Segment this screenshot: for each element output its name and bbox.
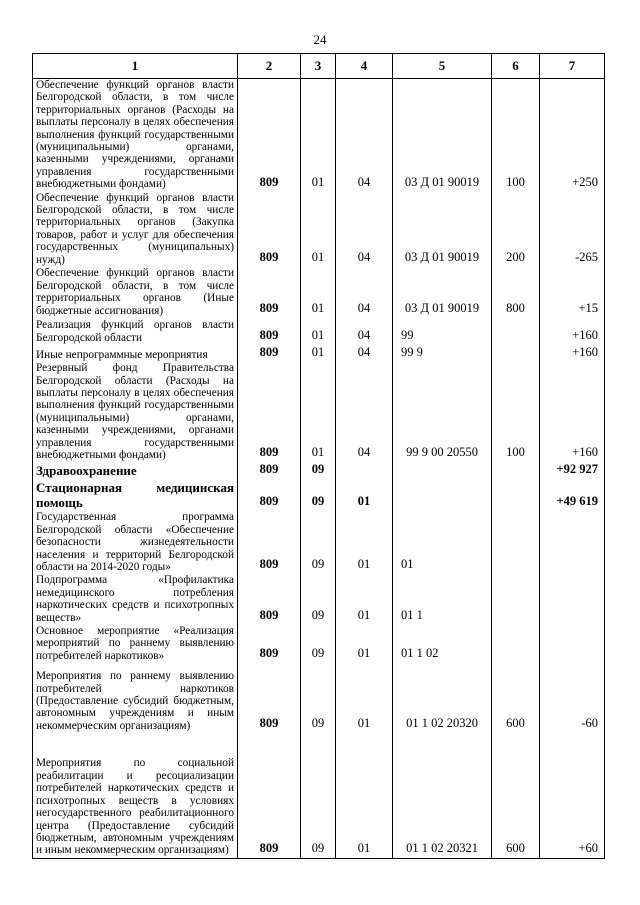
cell-ministry: 809: [238, 625, 301, 663]
cell-ministry: 809: [238, 574, 301, 625]
cell-subsection: 01: [336, 625, 393, 663]
table-row: [33, 192, 605, 267]
table-row: [33, 625, 605, 663]
cell-subsection: [336, 462, 393, 479]
table-row: [33, 663, 605, 733]
row-description: Подпрограмма «Профилактика немедицинского потребления наркотических средств и психотропных веществ»: [33, 574, 238, 625]
cell-section: 09: [301, 663, 336, 733]
cell-expense-type: 100: [492, 79, 540, 192]
cell-target: 99 9: [393, 345, 492, 362]
cell-ministry: 809: [238, 733, 301, 858]
cell-target: [393, 462, 492, 479]
cell-amount: [540, 511, 605, 574]
cell-section: 01: [301, 192, 336, 267]
table-row: [33, 479, 605, 511]
cell-subsection: 01: [336, 663, 393, 733]
budget-table: [32, 53, 605, 859]
page-number: 24: [313, 32, 327, 47]
cell-section: 09: [301, 479, 336, 511]
cell-expense-type: [492, 462, 540, 479]
cell-ministry: 809: [238, 318, 301, 345]
cell-amount: -60: [540, 663, 605, 733]
cell-ministry: 809: [238, 362, 301, 462]
col-header-4: 4: [336, 54, 393, 79]
cell-expense-type: [492, 625, 540, 663]
cell-ministry: 809: [238, 79, 301, 192]
cell-amount: +49 619: [540, 479, 605, 511]
cell-target: 03 Д 01 90019: [393, 79, 492, 192]
cell-subsection: 04: [336, 267, 393, 318]
cell-ministry: 809: [238, 663, 301, 733]
cell-ministry: 809: [238, 479, 301, 511]
cell-ministry: 809: [238, 192, 301, 267]
cell-expense-type: [492, 574, 540, 625]
cell-target: 01: [393, 511, 492, 574]
cell-expense-type: [492, 511, 540, 574]
cell-ministry: 809: [238, 345, 301, 362]
cell-target: 99: [393, 318, 492, 345]
cell-subsection: 01: [336, 733, 393, 858]
cell-expense-type: 600: [492, 733, 540, 858]
cell-target: 01 1: [393, 574, 492, 625]
cell-amount: +250: [540, 79, 605, 192]
row-description: Мероприятия по социальной реабилитации и ресоциализации потребителей наркотических средств и психотропных веществ в условиях негосударственного реабилитационного центра (Предоставление субсидий бюджетным, автономным учреждениям и иным некоммерческим организациям): [33, 733, 238, 858]
table-row: [33, 511, 605, 574]
cell-subsection: 04: [336, 192, 393, 267]
cell-amount: +160: [540, 318, 605, 345]
cell-expense-type: [492, 479, 540, 511]
col-header-1: 1: [33, 54, 238, 79]
cell-amount: +60: [540, 733, 605, 858]
cell-subsection: 01: [336, 511, 393, 574]
cell-subsection: 04: [336, 79, 393, 192]
cell-target: 01 1 02: [393, 625, 492, 663]
cell-section: 09: [301, 733, 336, 858]
cell-target: 01 1 02 20320: [393, 663, 492, 733]
row-description: Здравоохранение: [33, 462, 238, 479]
table-row: [33, 733, 605, 858]
cell-expense-type: 600: [492, 663, 540, 733]
cell-amount: +15: [540, 267, 605, 318]
cell-section: 01: [301, 318, 336, 345]
row-description: Основное мероприятие «Реализация мероприятий по раннему выявлению потребителей наркотиков»: [33, 625, 238, 663]
table-row: [33, 362, 605, 462]
cell-section: 09: [301, 625, 336, 663]
cell-ministry: 809: [238, 511, 301, 574]
cell-ministry: 809: [238, 267, 301, 318]
table-row: [33, 345, 605, 362]
cell-ministry: 809: [238, 462, 301, 479]
table-row: [33, 462, 605, 479]
cell-expense-type: 100: [492, 362, 540, 462]
row-description: Обеспечение функций органов власти Белгородской области, в том числе территориальных органов (Расходы на выплаты персоналу в целях обеспечения выполнения функций государственными (муниципальными) органами, казенными учреждениями, органами управления государственными внебюджетными фондами): [33, 79, 238, 192]
row-description: Иные непрограммные мероприятия: [33, 345, 238, 362]
row-description: Мероприятия по раннему выявлению потребителей наркотиков (Предоставление субсидий бюджетным, автономным учреждениям и иным некоммерческим организациям): [33, 663, 238, 733]
cell-section: 01: [301, 345, 336, 362]
row-description: Обеспечение функций органов власти Белгородской области, в том числе территориальных органов (Закупка товаров, работ и услуг для обеспечения государственных (муниципальных) нужд): [33, 192, 238, 267]
cell-target: 03 Д 01 90019: [393, 267, 492, 318]
col-header-5: 5: [393, 54, 492, 79]
col-header-2: 2: [238, 54, 301, 79]
cell-amount: [540, 574, 605, 625]
cell-expense-type: 200: [492, 192, 540, 267]
row-description: Реализация функций органов власти Белгородской области: [33, 318, 238, 345]
cell-section: 01: [301, 362, 336, 462]
cell-expense-type: 800: [492, 267, 540, 318]
cell-target: 03 Д 01 90019: [393, 192, 492, 267]
cell-amount: -265: [540, 192, 605, 267]
header-row: [33, 54, 605, 79]
col-header-7: 7: [540, 54, 605, 79]
cell-subsection: 04: [336, 318, 393, 345]
cell-subsection: 01: [336, 574, 393, 625]
cell-section: 09: [301, 574, 336, 625]
table-row: [33, 574, 605, 625]
cell-section: 09: [301, 511, 336, 574]
cell-amount: +160: [540, 362, 605, 462]
row-description: Стационарная медицинская помощь: [33, 479, 238, 511]
row-description: Государственная программа Белгородской области «Обеспечение безопасности жизнедеятельности населения и территорий Белгородской области на 2014-2020 годы»: [33, 511, 238, 574]
cell-amount: +160: [540, 345, 605, 362]
cell-amount: +92 927: [540, 462, 605, 479]
cell-expense-type: [492, 318, 540, 345]
cell-section: 01: [301, 79, 336, 192]
col-header-3: 3: [301, 54, 336, 79]
table-row: [33, 267, 605, 318]
cell-expense-type: [492, 345, 540, 362]
cell-section: 09: [301, 462, 336, 479]
cell-target: 99 9 00 20550: [393, 362, 492, 462]
cell-section: 01: [301, 267, 336, 318]
table-row: [33, 318, 605, 345]
col-header-6: 6: [492, 54, 540, 79]
cell-subsection: 04: [336, 362, 393, 462]
cell-target: [393, 479, 492, 511]
cell-target: 01 1 02 20321: [393, 733, 492, 858]
cell-subsection: 01: [336, 479, 393, 511]
cell-subsection: 04: [336, 345, 393, 362]
row-description: Резервный фонд Правительства Белгородской области (Расходы на выплаты персоналу в целях обеспечения выполнения функций государственными (муниципальными) органами, казенными учреждениями, органами управления государственными внебюджетными фондами): [33, 362, 238, 462]
row-description: Обеспечение функций органов власти Белгородской области, в том числе территориальных органов (Иные бюджетные ассигнования): [33, 267, 238, 318]
table-row: [33, 79, 605, 192]
cell-amount: [540, 625, 605, 663]
